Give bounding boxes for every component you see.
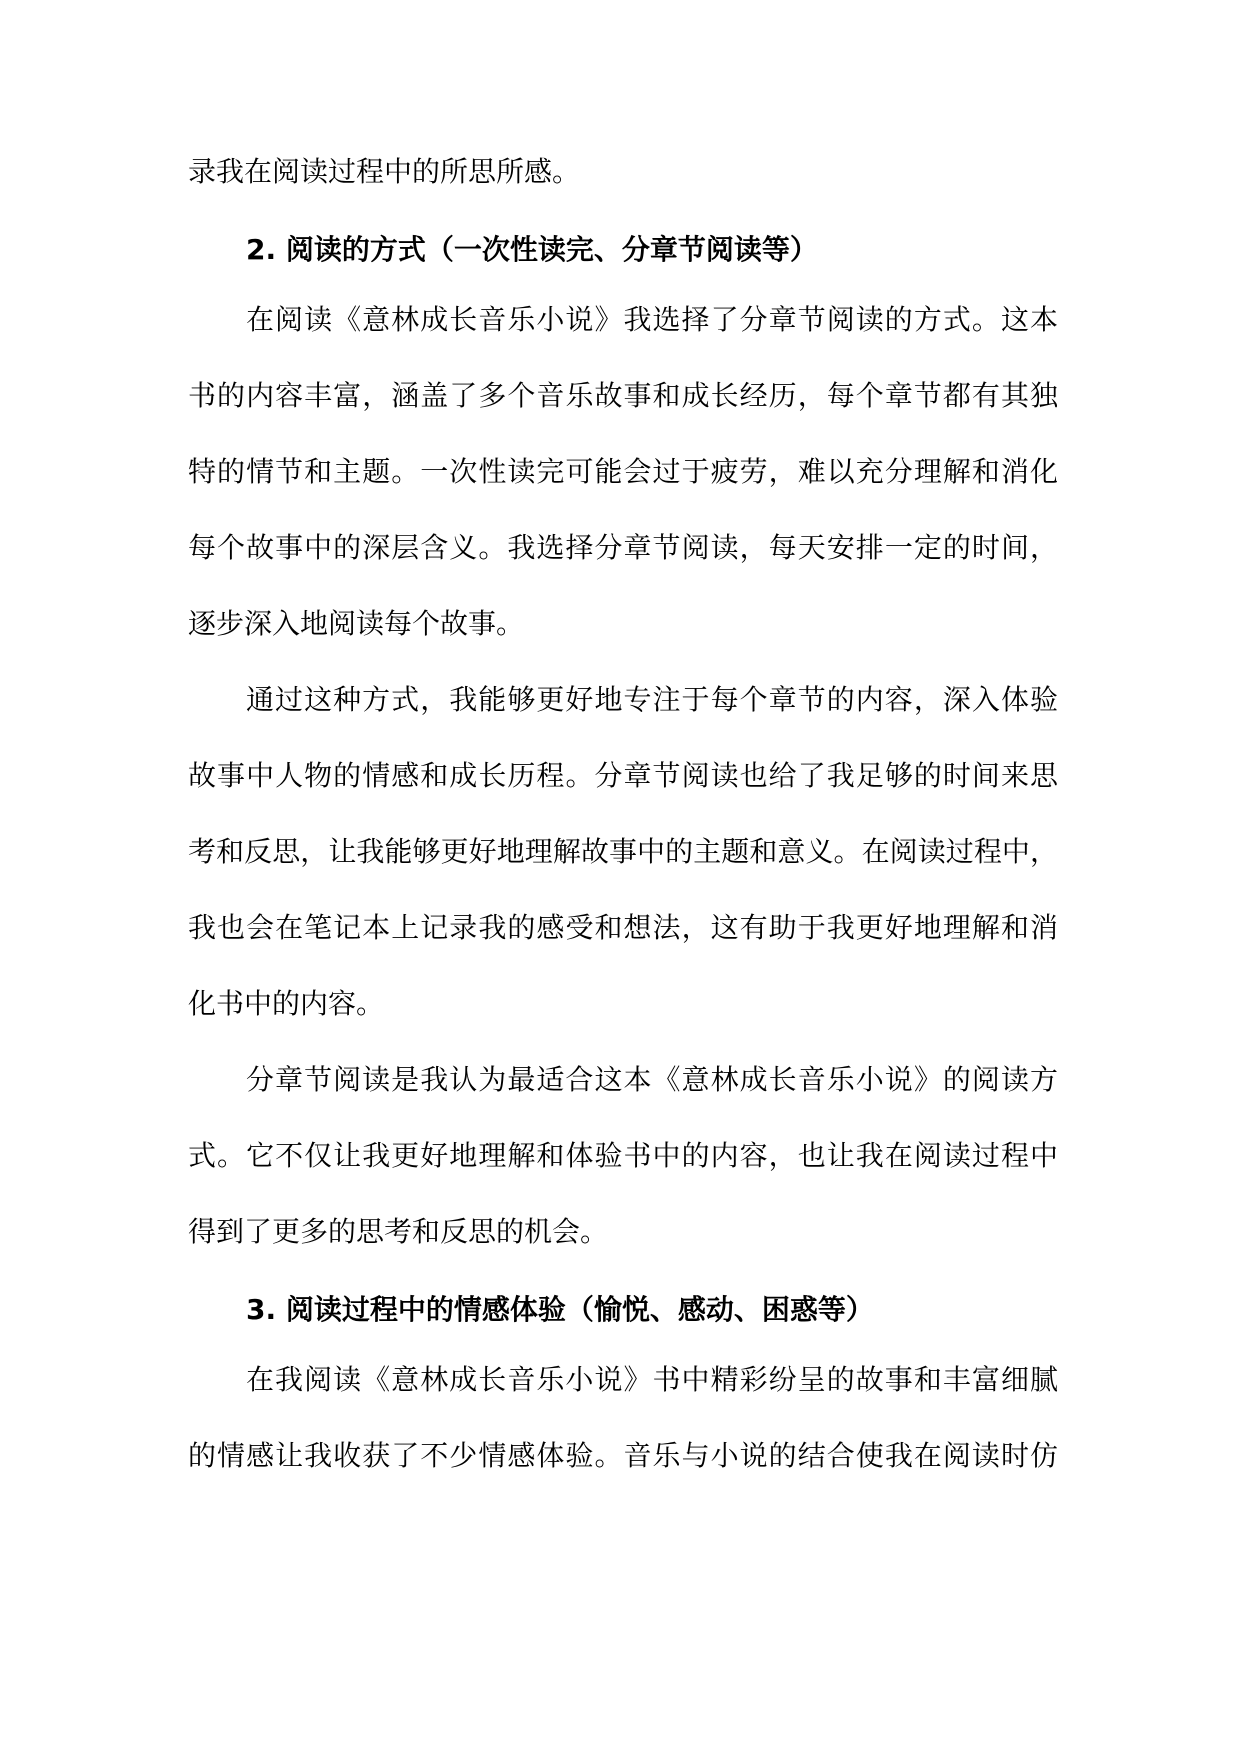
paragraph-line: 我也会在笔记本上记录我的感受和想法，这有助于我更好地理解和消 [188,911,1058,944]
paragraph-line: 逐步深入地阅读每个故事。 [188,607,525,640]
paragraph-line: 每个故事中的深层含义。我选择分章节阅读，每天安排一定的时间， [188,531,1058,564]
paragraph-line: 式。它不仅让我更好地理解和体验书中的内容，也让我在阅读过程中 [188,1139,1058,1172]
paragraph-line: 化书中的内容。 [188,987,385,1020]
paragraph-line: 考和反思，让我能够更好地理解故事中的主题和意义。在阅读过程中， [188,835,1058,868]
paragraph-line: 通过这种方式，我能够更好地专注于每个章节的内容，深入体验 [246,683,1058,716]
paragraph-line: 故事中人物的情感和成长历程。分章节阅读也给了我足够的时间来思 [188,759,1058,792]
paragraph-line: 录我在阅读过程中的所思所感。 [188,155,581,188]
paragraph-line: 书的内容丰富，涵盖了多个音乐故事和成长经历，每个章节都有其独 [188,379,1058,412]
paragraph-line: 分章节阅读是我认为最适合这本《意林成长音乐小说》的阅读方 [246,1063,1058,1096]
section-heading-3: 3. 阅读过程中的情感体验（愉悦、感动、困惑等） [246,1293,874,1326]
paragraph-line: 在我阅读《意林成长音乐小说》书中精彩纷呈的故事和丰富细腻 [246,1363,1058,1396]
paragraph-line: 特的情节和主题。一次性读完可能会过于疲劳，难以充分理解和消化 [188,455,1058,488]
section-heading-2: 2. 阅读的方式（一次性读完、分章节阅读等） [246,233,818,266]
paragraph-line: 的情感让我收获了不少情感体验。音乐与小说的结合使我在阅读时仿 [188,1439,1058,1472]
paragraph-line: 在阅读《意林成长音乐小说》我选择了分章节阅读的方式。这本 [246,303,1058,336]
paragraph-line: 得到了更多的思考和反思的机会。 [188,1215,609,1248]
